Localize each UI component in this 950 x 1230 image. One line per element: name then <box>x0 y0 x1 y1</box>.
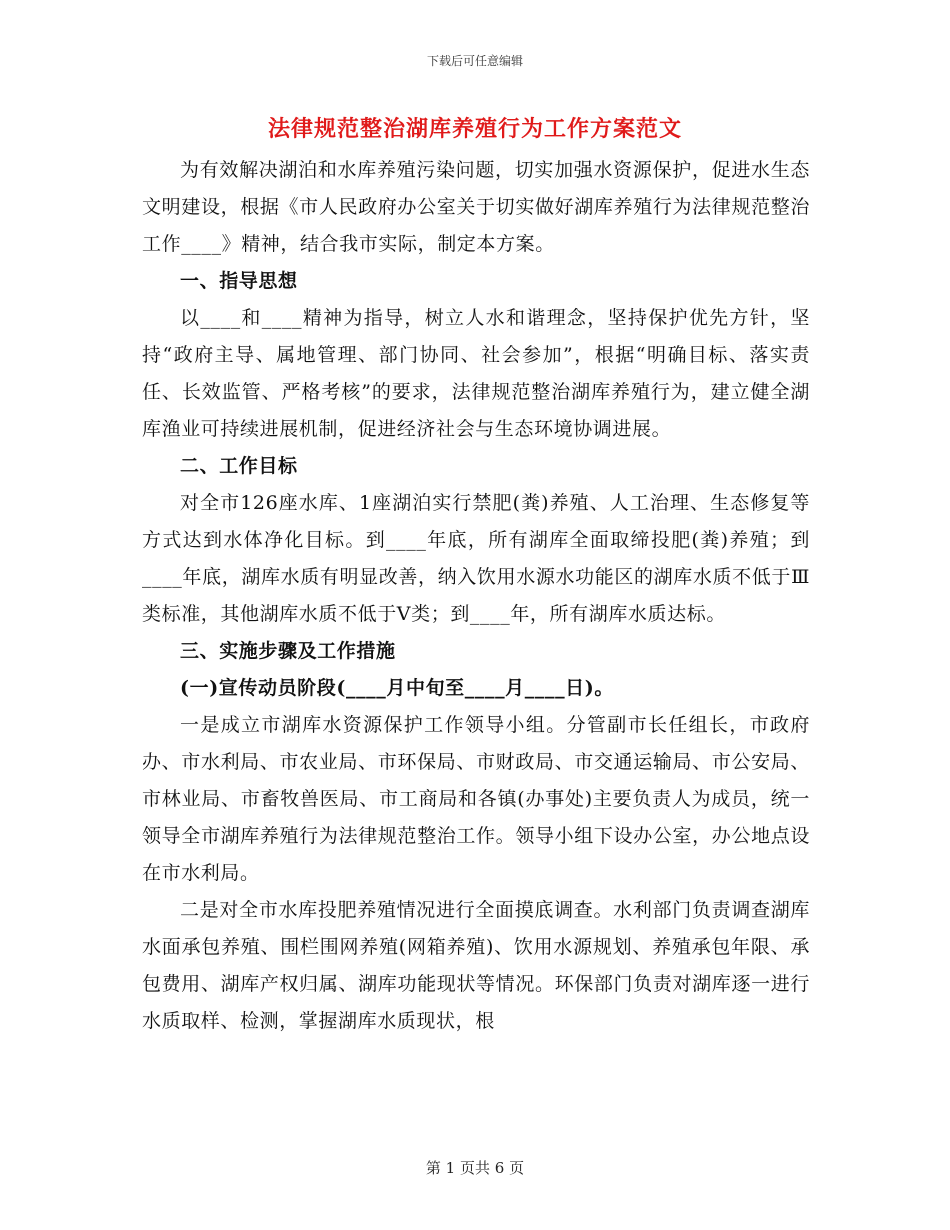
intro-paragraph: 为有效解决湖泊和水库养殖污染问题，切实加强水资源保护，促进水生态文明建设，根据《市人民政府办公室关于切实做好湖库养殖行为法律规范整治工作____》精神，结合我市实际，制定本方案。 <box>142 159 810 255</box>
section-heading-implementation: 三、实施步骤及工作措施 <box>180 640 396 662</box>
step-two-paragraph: 二是对全市水库投肥养殖情况进行全面摸底调查。水利部门负责调查湖库水面承包养殖、围栏围网养殖(网箱养殖)、饮用水源规划、养殖承包年限、承包费用、湖库产权归属、湖库功能现状等情况。环保部门负责对湖库逐一进行水质取样、检测，掌握湖库水质现状，根 <box>142 899 810 1032</box>
section-heading-work-goals: 二、工作目标 <box>180 455 298 477</box>
work-goals-paragraph: 对全市126座水库、1座湖泊实行禁肥(粪)养殖、人工治理、生态修复等方式达到水体净化目标。到____年底，所有湖库全面取缔投肥(粪)养殖；到____年底，湖库水质有明显改善，纳入饮用水源水功能区的湖库水质不低于Ⅲ类标准，其他湖库水质不低于Ⅴ类；到____年，所有湖库水质达标。 <box>142 492 810 625</box>
page-number-indicator: 第 1 页共 6 页 <box>425 1159 525 1177</box>
document-title: 法律规范整治湖库养殖行为工作方案范文 <box>267 116 682 142</box>
page-header-note: 下载后可任意编辑 <box>426 54 523 68</box>
document-body <box>142 152 810 1040</box>
guiding-ideology-paragraph: 以____和____精神为指导，树立人水和谐理念，坚持保护优先方针，坚持“政府主导、属地管理、部门协同、社会参加”，根据“明确目标、落实责任、长效监管、严格考核”的要求，法律规范整治湖库养殖行为，建立健全湖库渔业可持续进展机制，促进经济社会与生态环境协调进展。 <box>142 307 810 440</box>
subsection-heading-publicity: (一)宣传动员阶段(____月中旬至____月____日)。 <box>180 677 614 699</box>
step-one-paragraph: 一是成立市湖库水资源保护工作领导小组。分管副市长任组长，市政府办、市水利局、市农业局、市环保局、市财政局、市交通运输局、市公安局、市林业局、市畜牧兽医局、市工商局和各镇(办事处)主要负责人为成员，统一领导全市湖库养殖行为法律规范整治工作。领导小组下设办公室，办公地点设在市水利局。 <box>142 714 810 884</box>
section-heading-guiding-ideology: 一、指导思想 <box>180 270 298 292</box>
